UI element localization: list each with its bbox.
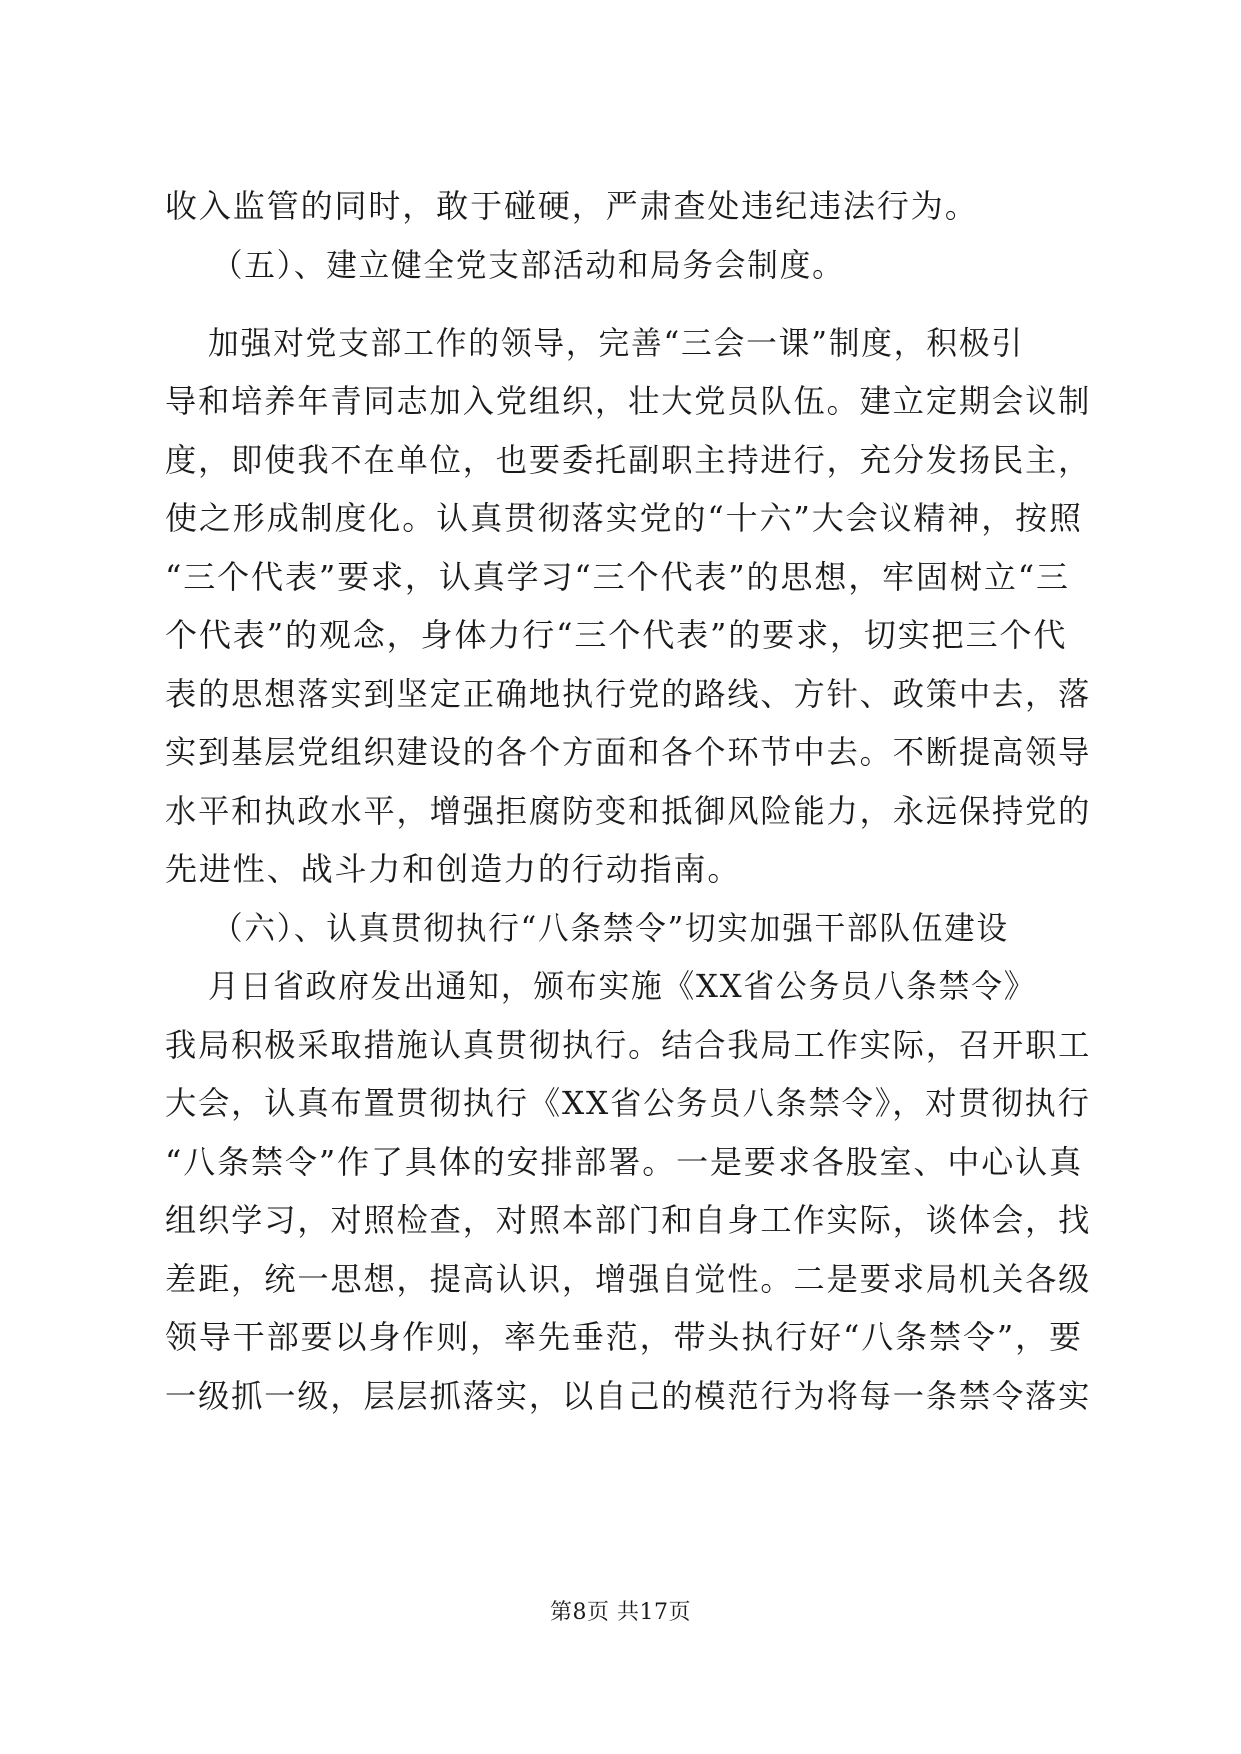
text-line: “八条禁令”作了具体的安排部署。一是要求各股室、中心认真 [165, 1143, 1083, 1181]
text-line: 月日省政府发出通知，颁布实施《XX省公务员八条禁令》 [208, 967, 1037, 1005]
page-number-footer: 第8页 共17页 [550, 1600, 691, 1625]
text-line: 收入监管的同时，敢于碰硬，严肃查处违纪违法行为。 [165, 187, 979, 225]
text-line: 一级抓一级，层层抓落实，以自己的模范行为将每一条禁令落实 [165, 1377, 1092, 1415]
text-line: 导和培养年青同志加入党组织，壮大党员队伍。建立定期会议制 [165, 382, 1092, 420]
text-line: 差距，统一思想，提高认识，增强自觉性。二是要求局机关各级 [165, 1260, 1092, 1298]
section-heading: （五）、建立健全党支部活动和局务会制度。 [212, 246, 845, 284]
text-line: 表的思想落实到坚定正确地执行党的路线、方针、政策中去，落 [165, 675, 1092, 713]
text-line: 领导干部要以身作则，率先垂范，带头执行好“八条禁令”，要 [165, 1318, 1083, 1356]
section-heading: （六）、认真贯彻执行“八条禁令”切实加强干部队伍建设 [212, 909, 1009, 947]
text-line: 大会，认真布置贯彻执行《XX省公务员八条禁令》，对贯彻执行 [165, 1084, 1091, 1122]
text-line: 组织学习，对照检查，对照本部门和自身工作实际，谈体会，找 [165, 1201, 1092, 1239]
text-line: 水平和执政水平，增强拒腐防变和抵御风险能力，永远保持党的 [165, 792, 1092, 830]
text-line: 实到基层党组织建设的各个方面和各个环节中去。不断提高领导 [165, 733, 1092, 771]
text-line: 个代表”的观念，身体力行“三个代表”的要求，切实把三个代 [165, 616, 1068, 654]
text-line: 使之形成制度化。认真贯彻落实党的“十六”大会议精神，按照 [165, 499, 1083, 537]
text-line: 我局积极采取措施认真贯彻执行。结合我局工作实际，召开职工 [165, 1026, 1092, 1064]
text-line: “三个代表”要求，认真学习“三个代表”的思想，牢固树立“三 [165, 558, 1070, 596]
text-line: 先进性、战斗力和创造力的行动指南。 [165, 850, 742, 888]
text-line: 度，即使我不在单位，也要委托副职主持进行，充分发扬民主， [165, 441, 1092, 479]
text-line: 加强对党支部工作的领导，完善“三会一课”制度，积极引 [208, 324, 1024, 362]
